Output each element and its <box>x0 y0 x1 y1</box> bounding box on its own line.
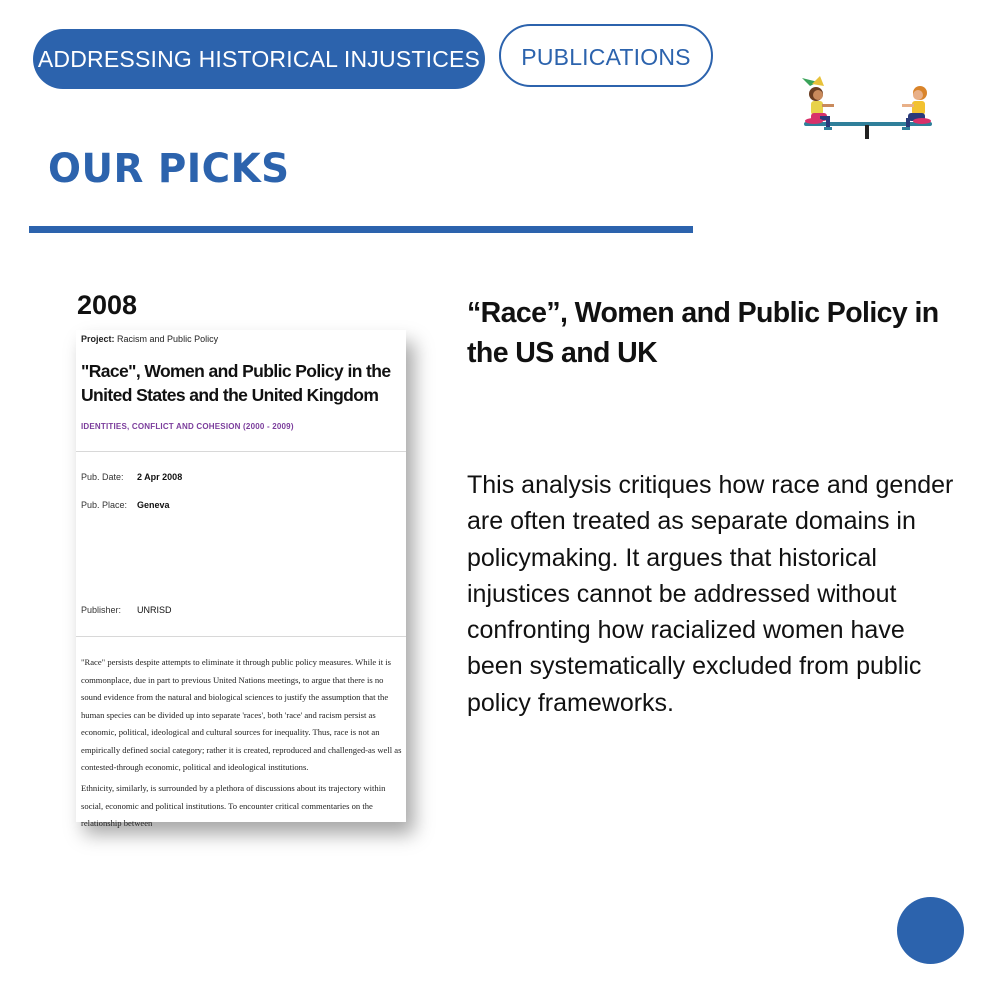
decorative-dot <box>897 897 964 964</box>
doc-project <box>81 334 218 344</box>
doc-pub-place-label: Pub. Place: <box>81 500 128 510</box>
doc-project-value: Racism and Public Policy <box>117 334 219 344</box>
section-title: OUR PICKS <box>48 146 290 192</box>
doc-publisher-label: Publisher: <box>81 605 122 615</box>
topic-tag[interactable]: ADDRESSING HISTORICAL INJUSTICES <box>33 29 485 89</box>
publications-tag[interactable]: PUBLICATIONS <box>499 24 713 87</box>
doc-programme: IDENTITIES, CONFLICT AND COHESION (2000 - 2009) <box>81 422 294 431</box>
publication-title[interactable]: “Race”, Women and Public Policy in the US and UK <box>467 297 939 369</box>
doc-project-label: Project: <box>81 334 115 344</box>
doc-divider <box>76 636 406 637</box>
doc-abstract-2: Ethnicity, similarly, is surrounded by a plethora of discussions about its trajectory within social, economic and political institutions. To encounter critical commentaries on the relationship between <box>81 783 386 828</box>
publication-description: This analysis critiques how race and gender are often treated as separate domains in policymaking. It argues that historical injustices cannot be addressed without confronting how racialized women have been systematically excluded from public policy frameworks. <box>467 471 954 717</box>
doc-title: "Race", Women and Public Policy in the United States and the United Kingdom <box>81 361 391 405</box>
doc-publisher: UNRISD <box>137 605 172 615</box>
publication-year: 2008 <box>77 290 138 320</box>
doc-pub-date-label: Pub. Date: <box>81 472 124 482</box>
publication-snapshot[interactable] <box>76 330 406 828</box>
doc-divider <box>76 451 406 452</box>
doc-pub-place: Geneva <box>137 500 170 510</box>
doc-pub-date: 2 Apr 2008 <box>137 472 183 482</box>
seesaw-illustration-icon <box>798 72 938 142</box>
section-divider <box>29 226 693 233</box>
doc-abstract-1: "Race" persists despite attempts to eliminate it through public policy measures. While it is commonplace, due in part to previous United Nations meetings, to argue that there is no sound evidence from the natural and biological sciences to justify the assumption that the human species can be divided up into separate 'races', both 'race' and racism persist as economic, political, ideological and cultural sources for inequality. Thus, race is not an empirically defined social category; rather it is created, reproduced and challenged-as well as contested-through economic, political and ideological institutions. <box>81 657 402 772</box>
